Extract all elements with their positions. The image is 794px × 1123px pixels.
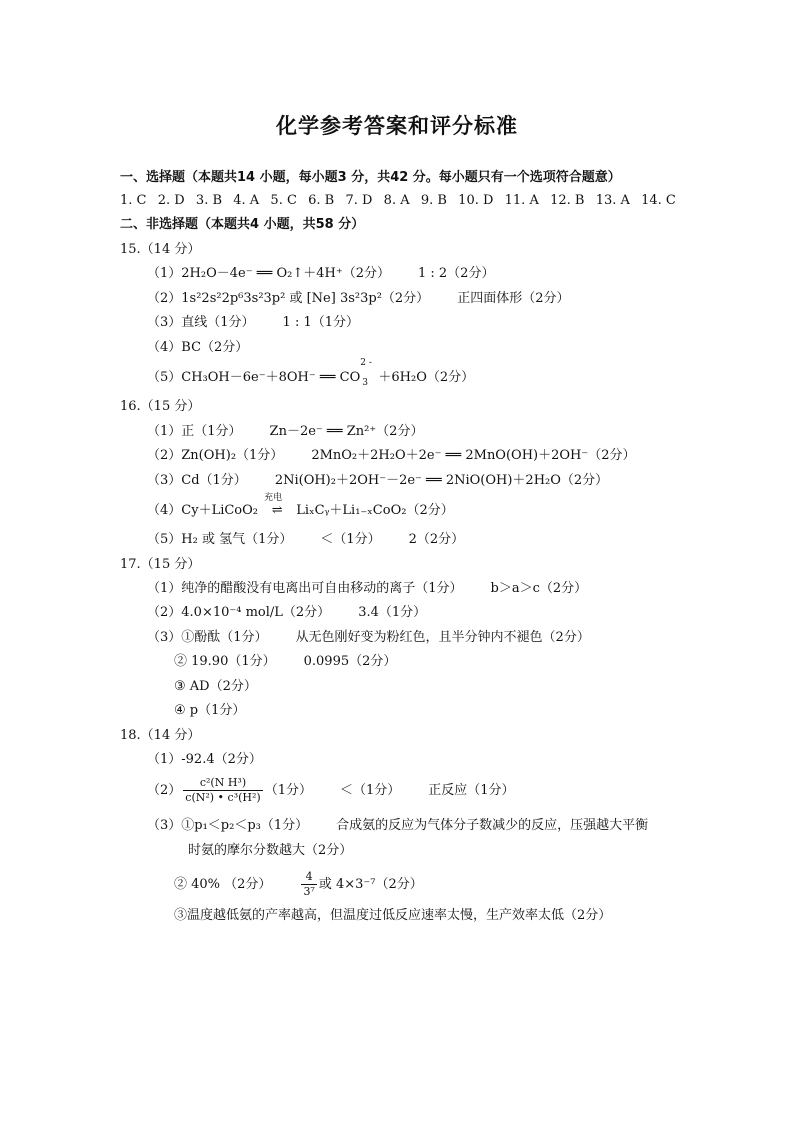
q15-l5b: ＋6H₂O（2分） (374, 370, 475, 385)
mcq-answer: 1. C (120, 193, 147, 208)
equilibrium-constant-fraction: $\frac{\text{c²(N H³)}}{\text{c(N²) • c³(H²)}}$ (185, 776, 261, 804)
q17-l3b: 从无色刚好变为粉红色，且半分钟内不褪色（2分） (295, 630, 590, 645)
q16-l3b: 2Ni(OH)₂＋2OH⁻－2e⁻ ══ 2NiO(OH)＋2H₂O（2分） (274, 473, 609, 488)
reversible-arrow (262, 493, 292, 520)
q15-line3 (147, 314, 359, 332)
q16-l5b: ＜（1分） (320, 532, 381, 547)
mcq-answer: 8. A (383, 193, 410, 208)
q17-line1 (147, 580, 587, 598)
q16-line4 (147, 493, 454, 520)
section1-heading: 一、选择题（本题共14 小题，每小题3 分，共42 分。每小题只有一个选项符合题意） (120, 170, 621, 185)
carbonate-ion: 2 - 3 (360, 358, 372, 388)
q15-line2 (147, 290, 569, 308)
q18-l2pre: （2） (147, 783, 182, 798)
q17-l2a: （2）4.0×10⁻⁴ mol/L（2分） (147, 605, 331, 620)
q17-l3a: （3）①酚酞（1分） (147, 630, 268, 645)
q15-line5 (147, 358, 475, 388)
mcq-answer: 6. B (308, 193, 335, 208)
mcq-answer: 13. A (595, 193, 630, 208)
q15-line4: （4）BC（2分） (147, 340, 249, 355)
q16-l3a: （3）Cd（1分） (147, 473, 247, 488)
q17-line4 (174, 653, 396, 671)
q15-l1a: （1）2H₂O－4e⁻ ══ O₂↑＋4H⁺（2分） (147, 266, 390, 281)
section2-heading: 二、非选择题（本题共4 小题，共58 分） (120, 217, 365, 232)
q16-l4c: LiₓCᵧ＋Li₁₋ₓCoO₂（2分） (296, 503, 454, 518)
q16-l2b: 2MnO₂＋2H₂O＋2e⁻ ══ 2MnO(OH)＋2OH⁻（2分） (311, 448, 636, 463)
q17-label: 17.（15 分） (120, 557, 201, 572)
charge-label: 充电 (264, 493, 283, 503)
q17-l4a: ② 19.90（1分） (174, 654, 276, 669)
q18-label: 18.（14 分） (120, 728, 201, 743)
q18-l2b: ＜（1分） (339, 783, 401, 798)
q18-line3-cont: 时氨的摩尔分数越大（2分） (188, 843, 353, 858)
mcq-answer: 9. B (420, 193, 447, 208)
q18-l4a: ② 40% （2分） (174, 877, 272, 892)
q17-l1b: b＞a＞c（2分） (490, 581, 588, 596)
mcq-answers (120, 193, 676, 208)
q18-line4 (174, 870, 423, 900)
q18-l3a: （3）①p₁＜p₂＜p₃（1分） (147, 818, 309, 833)
q15-l2b: 正四面体形（2分） (457, 291, 570, 306)
q17-l2b: 3.4（1分） (358, 605, 427, 620)
q15-line1 (147, 265, 494, 283)
q18-l3b: 合成氨的反应为气体分子数减少的反应，压强越大平衡 (336, 818, 649, 833)
q18-l2c: 正反应（1分） (428, 783, 515, 798)
mcq-answer: 11. A (504, 193, 539, 208)
q15-l3a: （3）直线（1分） (147, 315, 255, 330)
q16-line5 (147, 531, 464, 549)
q18-l4b: 或 4×3⁻⁷（2分） (318, 877, 423, 892)
q16-label: 16.（15 分） (120, 399, 201, 414)
mcq-answer: 12. B (550, 193, 585, 208)
q18-line5: ③温度越低氨的产率越高，但温度过低反应速率太慢，生产效率太低（2分） (174, 908, 612, 923)
q16-l4a: （4）C (147, 503, 192, 518)
mcq-answer: 5. C (270, 193, 297, 208)
q15-l2a: （2）1s²2s²2p⁶3s²3p² 或 [Ne] 3s²3p²（2分） (147, 291, 430, 306)
q17-line3 (147, 629, 590, 647)
q15-label: 15.（14 分） (120, 242, 201, 257)
q16-l1b: Zn－2e⁻ ══ Zn²⁺（2分） (269, 424, 424, 439)
q18-line1: （1）-92.4（2分） (147, 752, 262, 767)
q15-l3b: 1 : 1（1分） (282, 315, 360, 330)
q16-line3 (147, 472, 608, 490)
q18-line2 (147, 776, 515, 806)
q17-l4b: 0.0995（2分） (303, 654, 397, 669)
mcq-answer: 10. D (458, 193, 494, 208)
q17-l1a: （1）纯净的醋酸没有电离出可自由移动的离子（1分） (147, 581, 463, 596)
q16-l4b: y＋LiCoO₂ (191, 503, 258, 518)
mcq-answer: 2. D (157, 193, 185, 208)
mcq-answer: 7. D (345, 193, 373, 208)
fraction-4-over-3-7: $\frac{4}{\text{3⁷}}$ (303, 870, 315, 898)
mcq-answer: 3. B (195, 193, 223, 208)
q15-l5a: （5）CH₃OH－6e⁻＋8OH⁻ ══ CO (147, 370, 361, 385)
q16-line1 (147, 423, 423, 441)
equilibrium-arrow-icon: ⇌ (271, 503, 283, 518)
q17-line6: ④ p（1分） (174, 703, 246, 718)
q17-line5: ③ AD（2分） (174, 679, 257, 694)
q15-l1b: 1 : 2（2分） (418, 266, 495, 281)
q18-line3 (147, 817, 648, 835)
q18-l2a: （1分） (264, 783, 312, 798)
mcq-answer: 4. A (233, 193, 260, 208)
q16-l1a: （1）正（1分） (147, 424, 242, 439)
mcq-answer: 14. C (641, 193, 676, 208)
q16-l5c: 2（2分） (408, 532, 465, 547)
q17-line2 (147, 604, 426, 622)
q16-line2 (147, 447, 636, 465)
page-title: 化学参考答案和评分标准 (276, 114, 518, 138)
q16-l5a: （5）H₂ 或 氢气（1分） (147, 532, 293, 547)
q16-l2a: （2）Zn(OH)₂（1分） (147, 448, 284, 463)
